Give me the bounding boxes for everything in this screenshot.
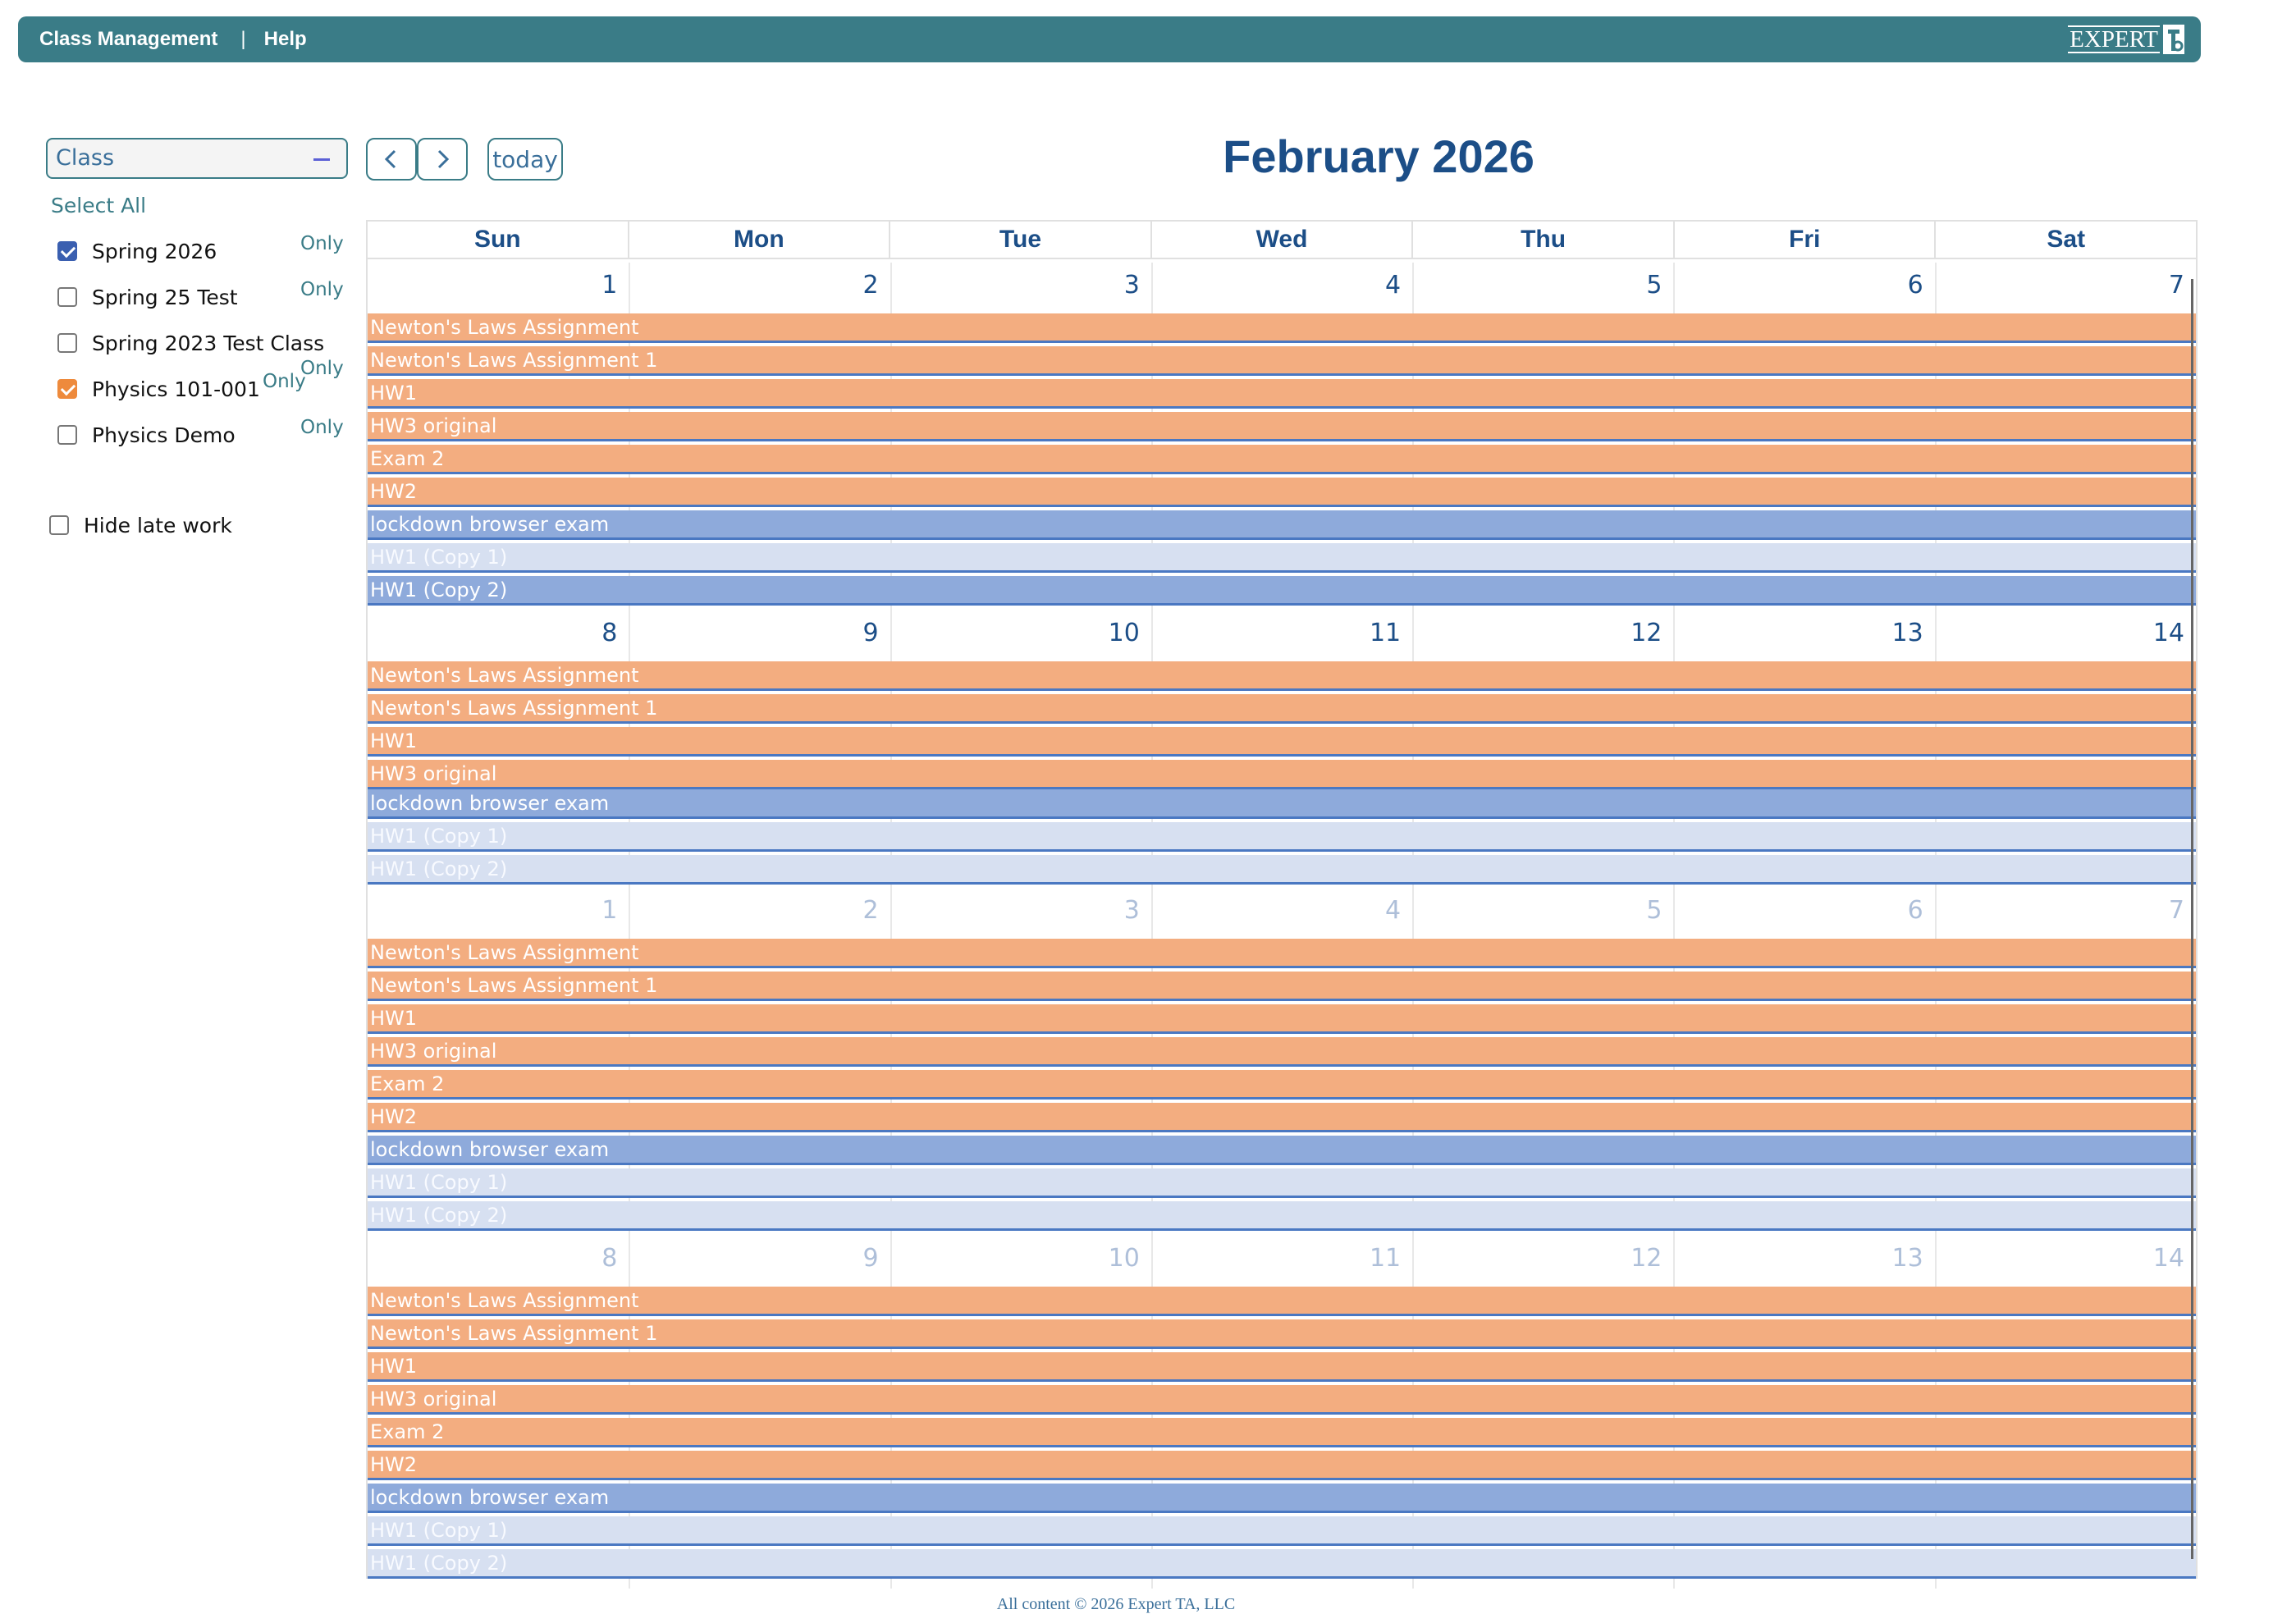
calendar-week [368,263,2196,610]
calendar-event[interactable]: lockdown browser exam [368,1484,2196,1513]
class-label: Spring 25 Test [92,286,238,309]
calendar-event[interactable]: HW3 original [368,1037,2196,1067]
day-number[interactable]: 10 [1108,619,1140,647]
class-checkbox[interactable] [57,379,77,399]
day-number[interactable]: 4 [1385,896,1402,925]
calendar-event[interactable]: HW1 (Copy 2) [368,1549,2196,1579]
collapse-icon[interactable] [313,158,330,161]
calendar-event[interactable]: Newton's Laws Assignment [368,661,2196,691]
calendar-event[interactable]: lockdown browser exam [368,1136,2196,1165]
calendar-event[interactable]: HW1 (Copy 2) [368,576,2196,606]
day-number-row [368,263,2196,309]
day-number[interactable]: 11 [1369,1244,1402,1273]
calendar-event[interactable]: lockdown browser exam [368,789,2196,819]
calendar-event[interactable]: HW1 (Copy 2) [368,855,2196,885]
weekday-header-row [368,222,2196,259]
only-link[interactable]: Only [263,371,306,392]
help-link[interactable]: Help [263,28,307,50]
class-checkbox[interactable] [57,425,77,445]
hide-late-work-checkbox[interactable] [49,515,69,535]
top-navigation-bar [18,16,2201,62]
footer-copyright: All content © 2026 Expert TA, LLC [996,1595,1236,1613]
calendar-event[interactable]: HW2 [368,1451,2196,1480]
calendar-event[interactable]: Exam 2 [368,1070,2196,1100]
calendar-week [368,888,2196,1236]
day-number[interactable]: 9 [862,1244,879,1273]
day-number-row [368,610,2196,656]
calendar-scrollbar[interactable] [2191,279,2193,1559]
day-number[interactable]: 12 [1631,619,1663,647]
month-title: February 2026 [1223,130,1534,182]
calendar-event[interactable]: HW1 [368,727,2196,757]
calendar-event[interactable]: HW1 [368,379,2196,409]
calendar-week [368,1236,2196,1589]
calendar-week [368,610,2196,888]
day-number[interactable]: 14 [2152,619,2184,647]
day-number[interactable]: 2 [862,896,879,925]
day-number[interactable]: 7 [2168,896,2184,925]
only-link[interactable]: Only [300,358,344,379]
calendar-event[interactable]: Newton's Laws Assignment 1 [368,346,2196,376]
class-checkbox[interactable] [57,287,77,307]
class-label: Physics Demo [92,423,236,447]
hide-late-work-label: Hide late work [84,514,232,537]
calendar-event[interactable]: HW3 original [368,412,2196,441]
day-number[interactable]: 5 [1646,896,1663,925]
next-month-button[interactable] [417,138,468,181]
calendar-event[interactable]: HW1 (Copy 1) [368,822,2196,852]
logo-text: EXPERT [2070,26,2158,53]
nav-separator: | [240,28,246,50]
day-number[interactable]: 14 [2152,1244,2184,1273]
prev-month-button[interactable] [366,138,417,181]
weekday-header: Tue [890,222,1152,258]
day-number-row [368,1236,2196,1282]
day-number[interactable]: 12 [1631,1244,1663,1273]
hide-late-work-toggle[interactable] [49,510,295,543]
calendar-event[interactable]: HW3 original [368,1385,2196,1415]
only-link[interactable]: Only [300,279,344,300]
day-number[interactable]: 1 [601,271,618,299]
day-number[interactable]: 6 [1907,271,1923,299]
calendar-event[interactable]: Exam 2 [368,1418,2196,1447]
day-number[interactable]: 8 [601,1244,618,1273]
select-all-link[interactable]: Select All [51,194,147,217]
day-number[interactable]: 13 [1891,619,1923,647]
day-number[interactable]: 13 [1891,1244,1923,1273]
day-number[interactable]: 11 [1369,619,1402,647]
day-number[interactable]: 2 [862,271,879,299]
day-number[interactable]: 7 [2168,271,2184,299]
calendar-event[interactable]: HW2 [368,1103,2196,1132]
day-number[interactable]: 6 [1907,896,1923,925]
calendar-event[interactable]: HW2 [368,478,2196,507]
day-number-row [368,888,2196,934]
calendar-event[interactable]: HW3 original [368,760,2196,789]
calendar-event[interactable]: Newton's Laws Assignment 1 [368,694,2196,724]
calendar-event[interactable]: HW1 [368,1352,2196,1382]
calendar-event[interactable]: HW1 (Copy 2) [368,1201,2196,1231]
calendar-event[interactable]: Exam 2 [368,445,2196,474]
class-filter-value: Class [56,145,115,171]
month-calendar [366,220,2198,1579]
calendar-event[interactable]: HW1 [368,1004,2196,1034]
class-management-link[interactable]: Class Management [39,28,218,50]
top-nav-links [39,16,307,62]
weekday-header: Sun [368,222,629,258]
only-link[interactable]: Only [300,417,344,438]
chevron-left-icon [381,149,402,170]
calendar-event[interactable]: HW1 (Copy 1) [368,1168,2196,1198]
calendar-event[interactable]: Newton's Laws Assignment 1 [368,972,2196,1001]
calendar-event[interactable]: lockdown browser exam [368,510,2196,540]
day-number[interactable]: 5 [1646,271,1663,299]
weekday-header: Mon [629,222,891,258]
class-label: Spring 2023 Test Class [92,331,325,355]
class-label: Spring 2026 [92,240,217,263]
weekday-header: Thu [1413,222,1675,258]
day-number[interactable]: 8 [601,619,618,647]
class-row-physics-101-001[interactable] [57,374,353,407]
weekday-header: Wed [1152,222,1414,258]
day-number[interactable]: 3 [1123,896,1140,925]
calendar-event[interactable]: HW1 (Copy 1) [368,1516,2196,1546]
day-number[interactable]: 9 [862,619,879,647]
expert-ta-logo[interactable] [2068,21,2186,57]
class-checkbox[interactable] [57,241,77,261]
logo-mark-icon [2161,23,2186,56]
calendar-event[interactable]: Newton's Laws Assignment [368,1287,2196,1316]
class-row-spring-2023-test-class[interactable] [57,328,353,361]
chevron-right-icon [432,149,453,170]
calendar-event[interactable]: Newton's Laws Assignment 1 [368,1319,2196,1349]
day-number[interactable]: 10 [1108,1244,1140,1273]
today-button[interactable]: today [487,138,563,181]
class-filter-select[interactable] [46,138,348,179]
day-number[interactable]: 3 [1123,271,1140,299]
class-checkbox[interactable] [57,333,77,353]
day-number[interactable]: 4 [1385,271,1402,299]
calendar-event[interactable]: HW1 (Copy 1) [368,543,2196,573]
calendar-event[interactable]: Newton's Laws Assignment [368,939,2196,968]
weekday-header: Sat [2047,226,2086,253]
class-label: Physics 101-001 [92,377,260,401]
day-number[interactable]: 1 [601,896,618,925]
weekday-header: Fri [1675,222,1937,258]
only-link[interactable]: Only [300,233,344,254]
calendar-event[interactable]: Newton's Laws Assignment [368,313,2196,343]
